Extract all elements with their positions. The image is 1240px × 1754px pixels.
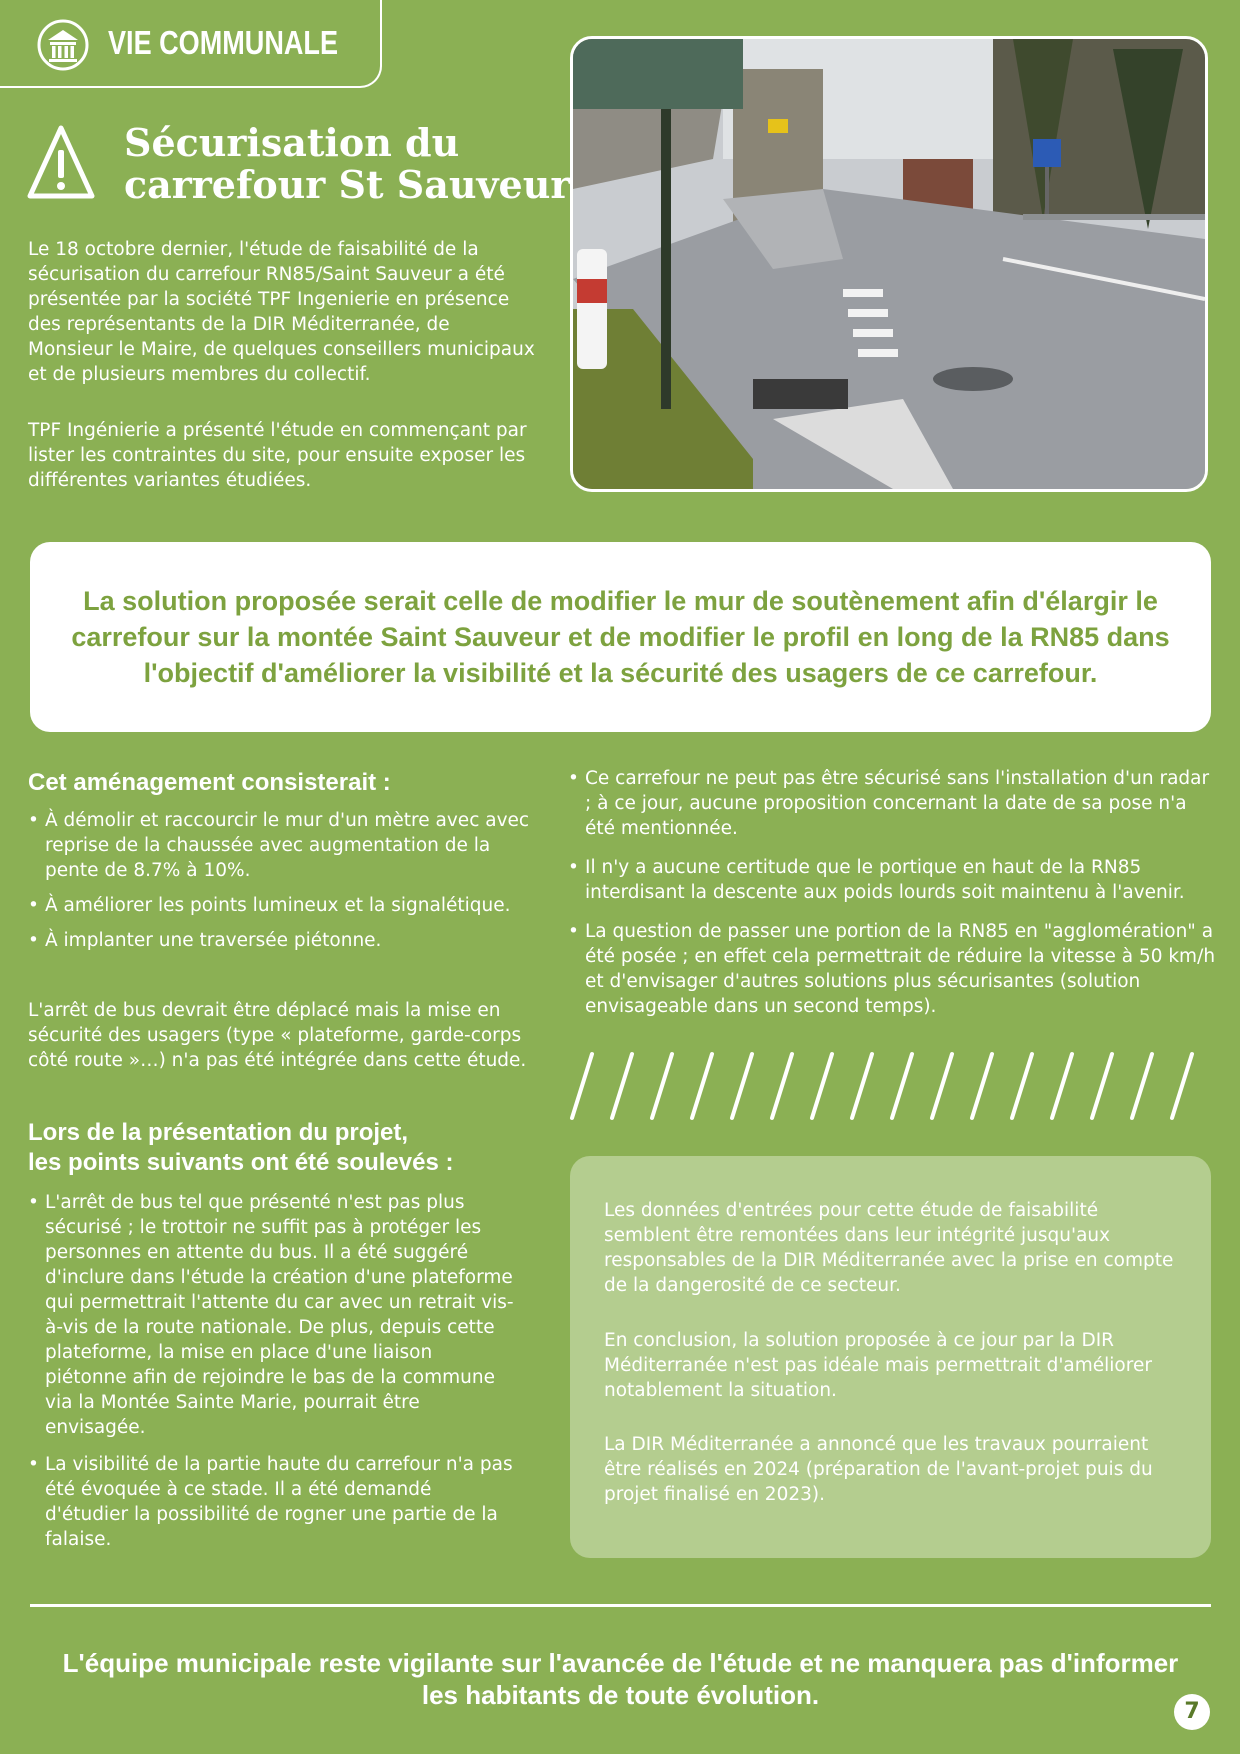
points-heading (28, 1118, 453, 1178)
footer-line-2: les habitants de toute évolution. (421, 1680, 820, 1710)
list-item: • À améliorer les points lumineux et la signalétique. (28, 893, 538, 918)
conclusion-paragraph-3: La DIR Méditerranée a annoncé que les travaux pourraient être réalisés en 2024 (préparation de l'avant-projet puis du projet finalisé en 2023). (604, 1434, 1153, 1505)
town-hall-icon (36, 18, 90, 72)
conclusion-paragraph-2: En conclusion, la solution proposée à ce jour par la DIR Méditerranée n'est pas idéale mais permettrait d'améliorer notablement la situation. (604, 1330, 1152, 1401)
highlight-text: La solution proposée serait celle de modifier le mur de soutènement afin d'élargir le carrefour sur la montée Saint Sauveur et de modifier le profil en long de la RN85 dans l'objectif d'améliorer la visibilité et la sécurité des usagers de ce carrefour. (71, 586, 1170, 688)
footer-divider (30, 1604, 1211, 1607)
list-item: • La question de passer une portion de la RN85 en "agglomération" a été posée ; en effet cela permettrait de réduire la vitesse à 50 km/h et d'envisager d'autres solutions plus sécurisantes (solution envisageable dans un second temps). (568, 919, 1218, 1019)
section-label: VIE COMMUNALE (108, 24, 339, 61)
list-item: • La visibilité de la partie haute du carrefour n'a pas été évoquée à ce stade. Il a été demandé d'étudier la possibilité de rogner une partie de la falaise. (28, 1452, 518, 1552)
conclusion-paragraph-1: Les données d'entrées pour cette étude de faisabilité semblent être remontées dans leur intégrité jusqu'aux responsables de la DIR Méditerranée avec la prise en compte de la dangerosité de ce secteur. (604, 1200, 1174, 1296)
footer-line-1: L'équipe municipale reste vigilante sur l'avancée de l'étude et ne manquera pas d'informer (62, 1648, 1179, 1678)
points-heading-line-2: les points suivants ont été soulevés : (28, 1149, 454, 1176)
points-list-continued (568, 766, 1218, 1033)
warning-icon (26, 124, 96, 204)
crossroads-photo (570, 36, 1208, 492)
amenagement-list (28, 808, 538, 963)
points-heading-line-1: Lors de la présentation du projet, (28, 1119, 409, 1146)
decorative-stripes (566, 1050, 1218, 1122)
intro-paragraph-1: Le 18 octobre dernier, l'étude de faisabilité de la sécurisation du carrefour RN85/Saint Sauveur a été présentée par la société TPF Ingenierie en présence des représentants de la DIR Méditerranée, de Monsieur le Maire, de quelques conseillers municipaux et de plusieurs membres du collectif. (28, 239, 535, 385)
page-number: 7 (1174, 1694, 1210, 1730)
intro-paragraph-2: TPF Ingénierie a présenté l'étude en commençant par lister les contraintes du site, pour ensuite exposer les différentes variantes étudiées. (28, 420, 527, 491)
list-item: • L'arrêt de bus tel que présenté n'est pas plus sécurisé ; le trottoir ne suffit pas à protéger les personnes en attente du bus. Il a été suggéré d'inclure dans l'étude la création d'une plateforme qui permettrait l'attente du car avec un retrait vis-à-vis de la route nationale. De plus, depuis cette plateforme, la mise en place d'une liaison piétonne afin de rejoindre le bas de la commune via la Montée Sainte Marie, pourrait être envisagée. (28, 1190, 518, 1440)
title-line-2: carrefour St Sauveur (124, 162, 571, 207)
list-item: • Ce carrefour ne peut pas être sécurisé sans l'installation d'un radar ; à ce jour, aucune proposition concernant la date de sa pose n'a été mentionnée. (568, 766, 1218, 841)
list-item: • À démolir et raccourcir le mur d'un mètre avec avec reprise de la chaussée avec augmentation de la pente de 8.7% à 10%. (28, 808, 538, 883)
points-list (28, 1190, 518, 1564)
amenagement-heading: Cet aménagement consisterait : (28, 769, 391, 796)
title-line-1: Sécurisation du (124, 120, 460, 165)
footer-text (30, 1647, 1211, 1711)
article-title (124, 122, 570, 206)
list-item: • Il n'y a aucune certitude que le portique en haut de la RN85 interdisant la descente aux poids lourds soit maintenu à l'avenir. (568, 855, 1218, 905)
bus-stop-paragraph: L'arrêt de bus devrait être déplacé mais la mise en sécurité des usagers (type « plateforme, garde-corps côté route »…) n'a pas été intégrée dans cette étude. (28, 1000, 527, 1071)
list-item: • À implanter une traversée piétonne. (28, 928, 538, 953)
